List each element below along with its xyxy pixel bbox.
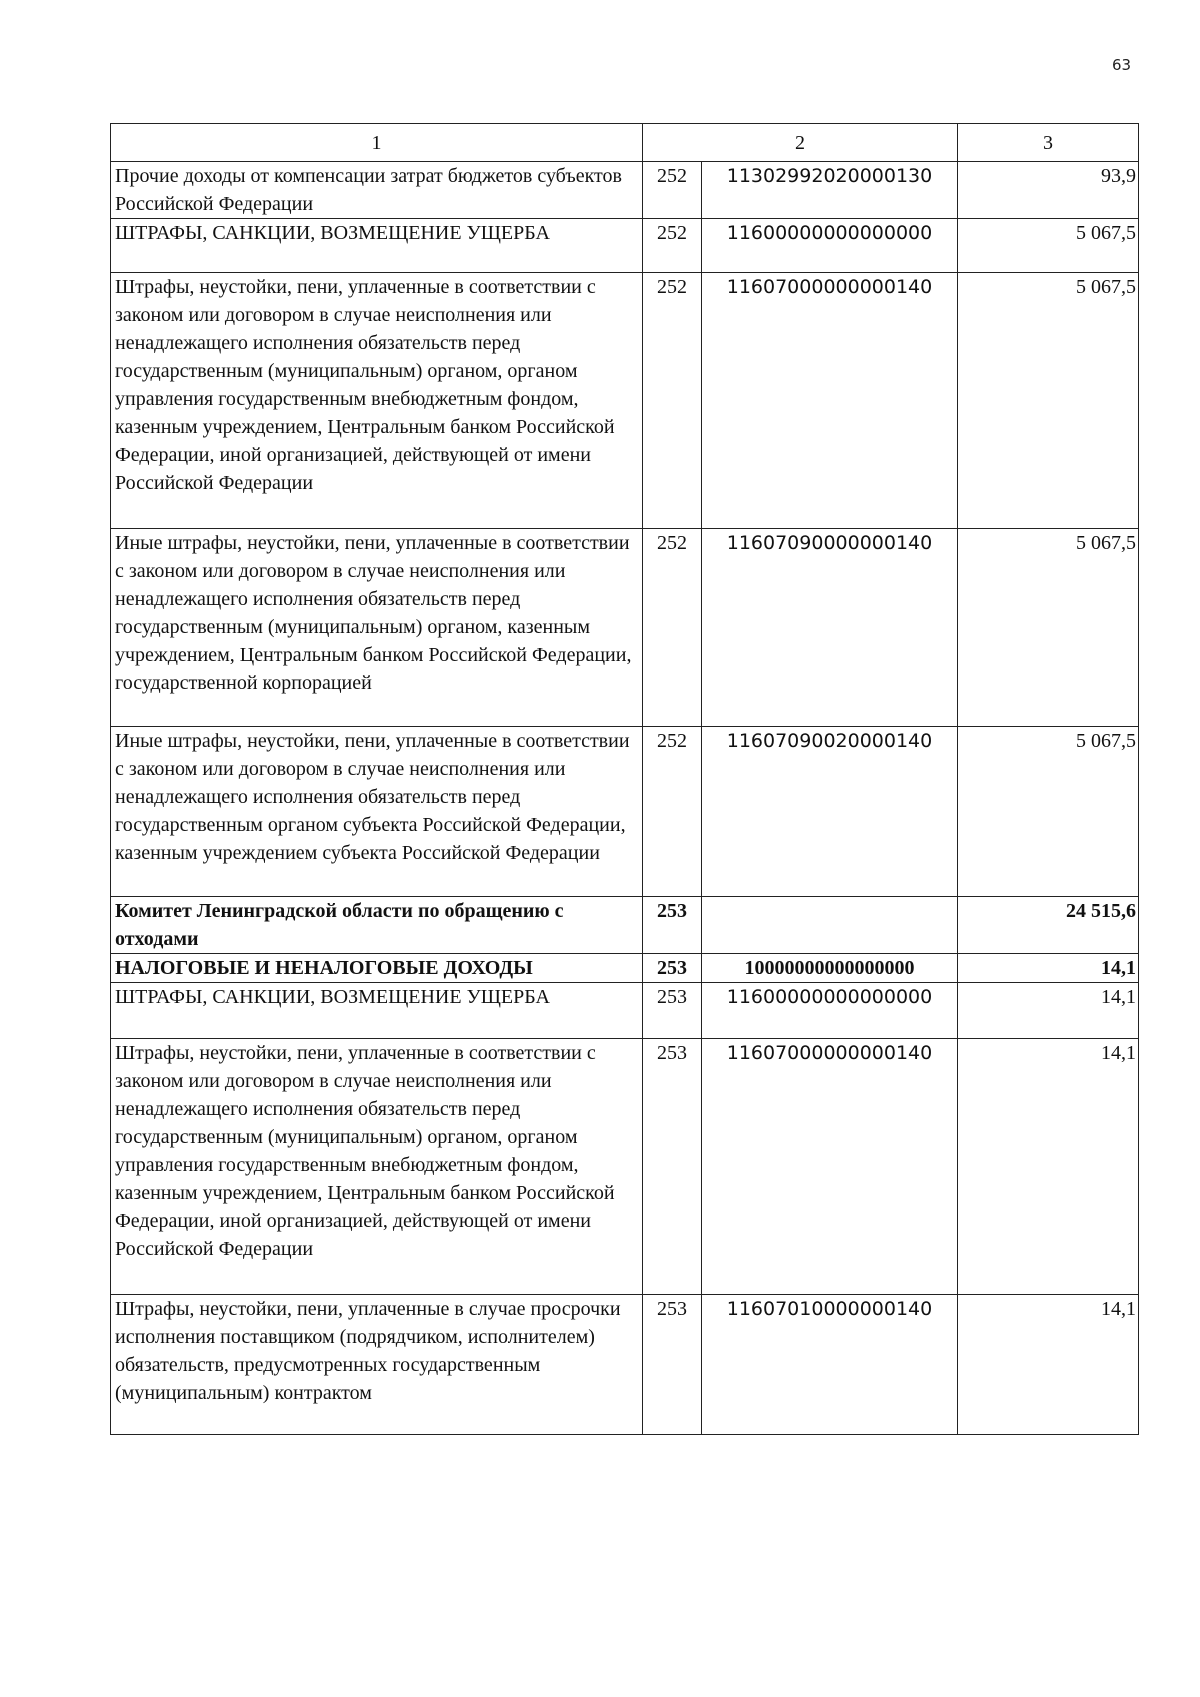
row-name: Иные штрафы, неустойки, пени, уплаченные в соответствии с законом или договором в случае неисполнения или ненадлежащего исполнения обязательств перед государственным органом субъекта Российской Федерации, казенным учреждением субъекта Российской Федерации bbox=[111, 727, 643, 897]
row-name: Прочие доходы от компенсации затрат бюджетов субъектов Российской Федерации bbox=[111, 162, 643, 219]
row-admin-code: 253 bbox=[643, 1039, 702, 1295]
row-budget-code bbox=[702, 897, 958, 954]
row-budget-code: 11607090000000140 bbox=[702, 529, 958, 727]
row-name: Штрафы, неустойки, пени, уплаченные в соответствии с законом или договором в случае неисполнения или ненадлежащего исполнения обязательств перед государственным (муниципальным) органом, органом управления государственным внебюджетным фондом, казенным учреждением, Центральным банком Российской Федерации, иной организацией, действующей от имени Российской Федерации bbox=[111, 273, 643, 529]
row-admin-code: 252 bbox=[643, 273, 702, 529]
table-row bbox=[111, 162, 1139, 219]
row-amount: 5 067,5 bbox=[958, 219, 1139, 273]
table-row bbox=[111, 529, 1139, 727]
row-admin-code: 252 bbox=[643, 727, 702, 897]
row-budget-code: 11302992020000130 bbox=[702, 162, 958, 219]
row-amount: 5 067,5 bbox=[958, 727, 1139, 897]
row-budget-code: 11607000000000140 bbox=[702, 1039, 958, 1295]
table-header-row bbox=[111, 124, 1139, 162]
table-row bbox=[111, 219, 1139, 273]
table-row bbox=[111, 954, 1139, 983]
row-amount: 14,1 bbox=[958, 983, 1139, 1039]
row-admin-code: 253 bbox=[643, 1295, 702, 1435]
row-budget-code: 11600000000000000 bbox=[702, 219, 958, 273]
row-budget-code: 11600000000000000 bbox=[702, 983, 958, 1039]
table-row bbox=[111, 1295, 1139, 1435]
row-name: Штрафы, неустойки, пени, уплаченные в случае просрочки исполнения поставщиком (подрядчиком, исполнителем) обязательств, предусмотренных государственным (муниципальным) контрактом bbox=[111, 1295, 643, 1435]
row-amount: 24 515,6 bbox=[958, 897, 1139, 954]
row-admin-code: 253 bbox=[643, 897, 702, 954]
table-row bbox=[111, 273, 1139, 529]
header-col-1: 1 bbox=[111, 124, 643, 162]
row-amount: 5 067,5 bbox=[958, 273, 1139, 529]
row-budget-code: 11607000000000140 bbox=[702, 273, 958, 529]
row-name: Иные штрафы, неустойки, пени, уплаченные в соответствии с законом или договором в случае неисполнения или ненадлежащего исполнения обязательств перед государственным (муниципальным) органом, казенным учреждением, Центральным банком Российской Федерации, государственной корпорацией bbox=[111, 529, 643, 727]
row-amount: 14,1 bbox=[958, 1039, 1139, 1295]
table-row bbox=[111, 727, 1139, 897]
table-row bbox=[111, 983, 1139, 1039]
header-col-2: 2 bbox=[643, 124, 958, 162]
row-amount: 93,9 bbox=[958, 162, 1139, 219]
row-budget-code: 11607010000000140 bbox=[702, 1295, 958, 1435]
row-amount: 14,1 bbox=[958, 954, 1139, 983]
table-row bbox=[111, 897, 1139, 954]
row-admin-code: 252 bbox=[643, 219, 702, 273]
row-admin-code: 252 bbox=[643, 529, 702, 727]
row-admin-code: 253 bbox=[643, 954, 702, 983]
row-name: Комитет Ленинградской области по обращению с отходами bbox=[111, 897, 643, 954]
revenue-table bbox=[110, 123, 1139, 1435]
row-name: Штрафы, неустойки, пени, уплаченные в соответствии с законом или договором в случае неисполнения или ненадлежащего исполнения обязательств перед государственным (муниципальным) органом, органом управления государственным внебюджетным фондом, казенным учреждением, Центральным банком Российской Федерации, иной организацией, действующей от имени Российской Федерации bbox=[111, 1039, 643, 1295]
row-name: ШТРАФЫ, САНКЦИИ, ВОЗМЕЩЕНИЕ УЩЕРБА bbox=[111, 219, 643, 273]
row-name: НАЛОГОВЫЕ И НЕНАЛОГОВЫЕ ДОХОДЫ bbox=[111, 954, 643, 983]
table-row bbox=[111, 1039, 1139, 1295]
row-amount: 14,1 bbox=[958, 1295, 1139, 1435]
row-name: ШТРАФЫ, САНКЦИИ, ВОЗМЕЩЕНИЕ УЩЕРБА bbox=[111, 983, 643, 1039]
row-admin-code: 253 bbox=[643, 983, 702, 1039]
row-admin-code: 252 bbox=[643, 162, 702, 219]
page-number: 63 bbox=[1112, 56, 1132, 74]
header-col-3: 3 bbox=[958, 124, 1139, 162]
row-amount: 5 067,5 bbox=[958, 529, 1139, 727]
row-budget-code: 10000000000000000 bbox=[702, 954, 958, 983]
row-budget-code: 11607090020000140 bbox=[702, 727, 958, 897]
